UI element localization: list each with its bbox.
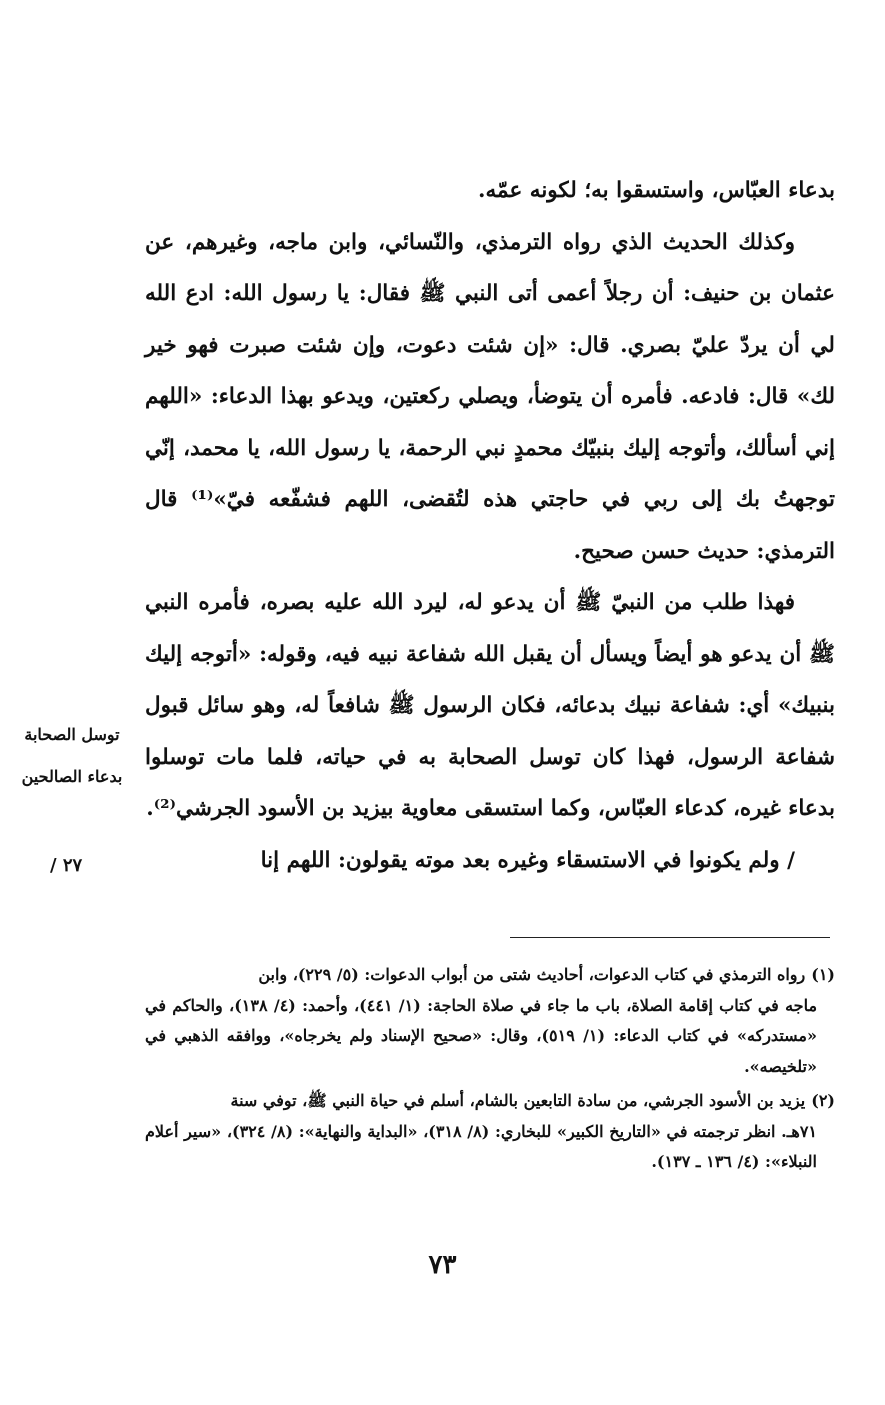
paragraph-2: وكذلك الحديث الذي رواه الترمذي، والنّسائي، وابن ماجه، وغيرهم، عن عثمان بن حنيف: أن رجلاً أعمى أتى النبي ﷺ فقال: يا رسول الله: ادع الله لي أن يردّ عليّ بصري. قال: «إن شئت دعوت، وإن شئت صبرت فهو خير لك» قال: فادعه. فأمره أن يتوضأ، ويصلي ركعتين، ويدعو بهذا الدعاء: «اللهم إني أسألك، وأتوجه إليك بنبيّك محمدٍ نبي الرحمة، يا رسول الله، يا محمد، إنّي توجهتُ بك إلى ربي في حاجتي هذه لتُقضى، اللهم فشفّعه فيّ»⁽¹⁾ قال الترمذي: حديث حسن صحيح. [145,229,836,564]
main-text [145,165,835,886]
footnote-1 [145,960,835,1082]
margin-note-line-2: بدعاء الصالحين [21,767,123,786]
footnote-number: (١) [811,965,835,984]
paragraph-4: / ولم يكونوا في الاستسقاء وغيره بعد موته يقولون: اللهم إنا [260,847,795,873]
footnote-2 [145,1086,835,1178]
footnote-number: (٢) [811,1091,835,1110]
footnote-text-continued: ماجه في كتاب إقامة الصلاة، باب ما جاء في صلاة الحاجة: (١/ ٤٤١)، وأحمد: (٤/ ١٣٨)، والحاكم في «مستدركه» في كتاب الدعاء: (١/ ٥١٩)، وقال: «صحيح الإسناد ولم يخرجاه»، ووافقه الذهبي في «تلخيصه». [145,995,818,1076]
margin-note-line-1: توسل الصحابة [24,725,120,744]
margin-page-reference: ٢٧ / [50,855,83,876]
footnote-text: رواه الترمذي في كتاب الدعوات، أحاديث شتى من أبواب الدعوات: (٥/ ٢٢٩)، وابن [258,965,806,984]
footnote-divider [510,937,830,938]
footnote-text-continued: ٧١هـ. انظر ترجمته في «التاريخ الكبير» للبخاري: (٨/ ٣١٨)، «البداية والنهاية»: (٨/ ٣٢٤)، «سير أعلام النبلاء»: (٤/ ١٣٦ ـ ١٣٧). [145,1121,818,1171]
page-number: ٧٣ [428,1250,457,1280]
footnote-text: يزيد بن الأسود الجرشي، من سادة التابعين بالشام، أسلم في حياة النبي ﷺ، توفي سنة [230,1091,806,1110]
footnotes [145,960,835,1182]
paragraph-1: بدعاء العبّاس، واستسقوا به؛ لكونه عمّه. [478,178,835,203]
paragraph-3: فهذا طلب من النبيّ ﷺ أن يدعو له، ليرد الله عليه بصره، فأمره النبي ﷺ أن يدعو هو أيضاً ويسأل أن يقبل الله شفاعة نبيه فيه، وقوله: «أتوجه إليك بنبيك» أي: شفاعة نبيك بدعائه، فكان الرسول ﷺ شافعاً له، وهو سائل قبول شفاعة الرسول، فهذا كان توسل الصحابة به في حياته، فلما مات توسلوا بدعاء غيره، كدعاء العبّاس، وكما استسقى معاوية بيزيد بن الأسود الجرشي⁽²⁾. [145,590,835,821]
